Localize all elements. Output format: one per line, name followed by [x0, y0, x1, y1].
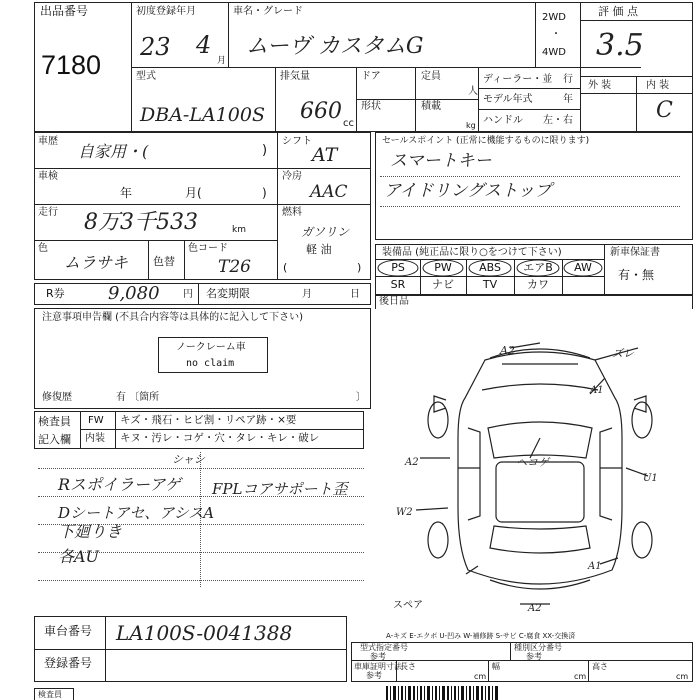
equip-sr: SR — [390, 278, 406, 291]
hood — [482, 384, 598, 390]
equipment-label: 装備品 (純正品に限り○をつけて下さい) — [382, 247, 562, 258]
mileage-label: 走行 — [38, 207, 58, 218]
divider — [184, 240, 185, 280]
name-change-label: 名変期限 — [206, 287, 250, 300]
equip-tv: TV — [482, 278, 498, 291]
history-value: 自家用・( — [78, 142, 149, 161]
divider — [80, 411, 81, 449]
diagram-a1-rear: A1 — [588, 561, 602, 572]
door-right — [600, 428, 612, 520]
ac-value: AAC — [310, 182, 348, 202]
length-label: 長さ — [400, 662, 416, 671]
equip-ps: PS — [391, 261, 405, 274]
model-value: DBA-LA100S — [140, 104, 265, 126]
warranty-label: 新車保証書 — [610, 247, 660, 258]
lot-number: 7180 — [41, 50, 102, 80]
color-change-label: 色替 — [153, 255, 175, 268]
inspection-close: ) — [262, 186, 267, 200]
shift-label: シフト — [282, 136, 312, 147]
type-class-sub: 参考 — [526, 652, 542, 661]
interior-label: 内 装 — [646, 80, 670, 91]
dealer-mark: 行 — [563, 74, 573, 85]
equip-leather: カワ — [527, 278, 549, 291]
mileage-value: 8万3千533 — [84, 210, 198, 235]
r-value: 9,080 — [108, 283, 160, 304]
year-unit: 年 — [120, 186, 133, 200]
drive-2wd: 2WD — [542, 12, 566, 23]
displacement-value: 660 — [300, 99, 342, 124]
model-year-mark: 年 — [563, 94, 573, 105]
fw-items: キズ・飛石・ヒビ割・リペア跡・×要 — [120, 414, 297, 426]
inspector-foot: 検査員 — [38, 690, 62, 699]
divider — [34, 168, 277, 169]
model-spec-label: 型式指定番号 — [360, 643, 408, 652]
damage-mark — [416, 508, 448, 510]
fw-label: FW — [88, 415, 104, 426]
equip-aw: AW — [574, 261, 592, 274]
recycle-frame — [34, 283, 371, 305]
name-grade-label: 車名・グレード — [233, 6, 303, 17]
rear-items-frame — [375, 295, 693, 309]
r-label: R券 — [46, 287, 65, 300]
dealer-label: ディーラー・並 — [483, 74, 553, 85]
barcode — [386, 686, 506, 700]
diagram-spare: スペア — [393, 600, 423, 611]
diagram-a1-right: A1 — [590, 385, 604, 396]
circle-mark — [469, 260, 511, 276]
model-spec-sub: 参考 — [370, 652, 386, 661]
interior-items: キヌ・汚レ・コゲ・穴・タレ・キレ・破レ — [120, 432, 320, 444]
divider — [351, 660, 693, 661]
divider — [580, 20, 693, 21]
divider — [580, 2, 581, 132]
circle-mark — [564, 260, 602, 276]
entry-label: 記入欄 — [38, 433, 71, 446]
ac-label: 冷房 — [282, 171, 302, 182]
divider — [277, 132, 278, 280]
month-open: 月( — [185, 186, 202, 200]
inspector-label: 検査員 — [38, 415, 71, 428]
mirror-left — [434, 396, 446, 412]
fuel-value: ガソリン — [301, 225, 350, 239]
reg-label: 登録番号 — [44, 656, 93, 670]
door-left — [468, 428, 480, 520]
mirror-right — [634, 396, 646, 412]
repair-value: 有 〔箇所 — [116, 392, 160, 403]
divider — [636, 76, 637, 132]
cc-unit: cc — [343, 118, 354, 129]
displacement-label: 排気量 — [280, 71, 310, 82]
shift-value: AT — [312, 144, 338, 166]
height-label: 高さ — [592, 662, 608, 671]
divider — [415, 99, 416, 132]
rear-seat-label: 後日品 — [379, 296, 409, 307]
notes-title: 注意事項申告欄 (不具合内容等は具体的に記入して下さい) — [42, 312, 303, 323]
note-5: FPLコアサポート歪 — [212, 480, 348, 498]
day-mark: 日 — [350, 289, 360, 300]
equipment-circles — [375, 256, 695, 296]
divider — [356, 99, 478, 100]
divider — [535, 2, 536, 67]
sales-point-2: アイドリングストップ — [384, 181, 552, 201]
ruled-line — [38, 580, 364, 581]
divider — [34, 649, 347, 650]
shape-label: 形状 — [361, 101, 381, 112]
chassis-note: シャシ — [172, 453, 205, 466]
divider — [478, 109, 580, 110]
warranty-value: 有・無 — [618, 268, 655, 282]
score-label: 評 価 点 — [598, 5, 638, 18]
chassis-value: LA100S-0041388 — [116, 621, 293, 645]
length-unit: cm — [474, 672, 487, 681]
month-mark: 月 — [302, 289, 312, 300]
drive-4wd: 4WD — [542, 47, 566, 58]
wheel-fl — [428, 402, 448, 438]
rear-window — [490, 526, 590, 553]
width-unit: cm — [574, 672, 587, 681]
note-2: Dシートアセ、アシスA — [58, 504, 215, 522]
dim-label: 車庫証明寸法 — [354, 662, 402, 671]
divider — [478, 67, 479, 132]
divider — [396, 660, 397, 682]
equip-airbag: エアB — [523, 261, 553, 274]
note-1: Rスポイラーアゲ — [58, 475, 181, 494]
load-label: 積載 — [421, 101, 441, 112]
reg-year-label: 初度登録年月 — [136, 6, 196, 17]
door-label: ドア — [361, 71, 381, 82]
divider — [34, 240, 277, 241]
yen-unit: 円 — [183, 289, 193, 300]
note-3: 下廻りき — [58, 522, 123, 541]
divider — [228, 2, 229, 67]
history-close: ) — [262, 143, 268, 158]
equip-abs: ABS — [479, 261, 501, 274]
fuel-close: ) — [357, 261, 362, 274]
no-claim-title: ノークレーム車 — [176, 342, 246, 353]
divider — [580, 93, 693, 94]
ruled-line — [380, 206, 680, 207]
color-value: ムラサキ — [64, 253, 129, 272]
divider — [510, 642, 511, 660]
reg-year-value: 23 — [140, 33, 171, 61]
divider — [80, 429, 364, 430]
legend: A-キズ E-エクボ U-凹み W-補修跡 S-サビ C-腐食 XX-交換済 — [386, 632, 576, 640]
kg-unit: kg — [466, 121, 476, 130]
diagram-zure: ズレ — [612, 347, 634, 360]
width-label: 幅 — [492, 662, 500, 671]
history-label: 車歴 — [38, 136, 58, 147]
divider — [277, 168, 371, 169]
height-unit: cm — [676, 672, 689, 681]
equip-navi: ナビ — [432, 278, 454, 291]
drive-dot: ・ — [551, 29, 561, 40]
divider — [488, 660, 489, 682]
month-unit: 月 — [217, 56, 227, 66]
wheel-fr — [632, 402, 652, 438]
divider — [115, 411, 116, 449]
fuel-alt: 軽 油 — [306, 243, 332, 256]
km-unit: km — [232, 225, 246, 235]
model-label: 型式 — [136, 71, 156, 82]
interior-value: C — [656, 98, 673, 123]
divider — [478, 88, 580, 89]
divider — [415, 67, 416, 99]
wheel-rr — [632, 522, 652, 558]
circle-mark — [378, 260, 418, 276]
handle-value: 左・右 — [543, 115, 573, 126]
ruled-line — [380, 176, 680, 177]
repair-close: 〕 — [356, 392, 366, 403]
diagram-a2-bottom: A2 — [528, 603, 542, 614]
dim-sub: 参考 — [366, 671, 382, 680]
wheel-rl — [428, 522, 448, 558]
fuel-open: ( — [283, 261, 288, 274]
divider — [34, 204, 277, 205]
divider — [131, 67, 641, 68]
fuel-label: 燃料 — [282, 207, 302, 218]
chassis-label: 車台番号 — [44, 624, 93, 638]
sales-points-label: セールスポイント (正常に機能するものに限ります) — [382, 136, 590, 146]
inspection-label: 車検 — [38, 171, 58, 182]
reg-month-value: 4 — [196, 31, 212, 59]
handle-label: ハンドル — [483, 115, 523, 126]
exterior-label: 外 装 — [588, 80, 612, 91]
color-code-label: 色コード — [188, 243, 228, 254]
circle-mark — [517, 260, 559, 276]
lot-label: 出品番号 — [40, 4, 89, 18]
score-value: 3.5 — [596, 28, 644, 63]
person-unit: 人 — [468, 86, 478, 97]
diagram-a2-top: A2 — [500, 344, 515, 357]
diagram-u1: U1 — [643, 473, 658, 484]
interior-entry-label: 内装 — [85, 433, 105, 444]
capacity-label: 定員 — [421, 71, 441, 82]
divider — [275, 67, 276, 132]
name-grade-value: ムーヴ カスタムG — [246, 34, 424, 59]
color-label: 色 — [38, 243, 48, 254]
repair-label: 修復歴 — [42, 392, 72, 403]
circle-mark — [423, 260, 463, 276]
type-class-label: 種別区分番号 — [514, 643, 562, 652]
divider — [198, 283, 199, 305]
color-code-value: T26 — [218, 257, 251, 277]
divider — [588, 660, 589, 682]
sales-point-1: スマートキー — [390, 151, 492, 171]
divider — [148, 240, 149, 280]
equip-pw: PW — [434, 261, 452, 274]
model-year-label: モデル年式 — [483, 94, 533, 105]
no-claim-sub: no claim — [186, 358, 235, 369]
diagram-w2: W2 — [396, 507, 413, 518]
divider — [277, 204, 371, 205]
diagram-kozuge: ヘコゲ — [516, 456, 549, 469]
diagram-a2-left: A2 — [405, 457, 419, 468]
note-4: 各AU — [58, 547, 100, 566]
